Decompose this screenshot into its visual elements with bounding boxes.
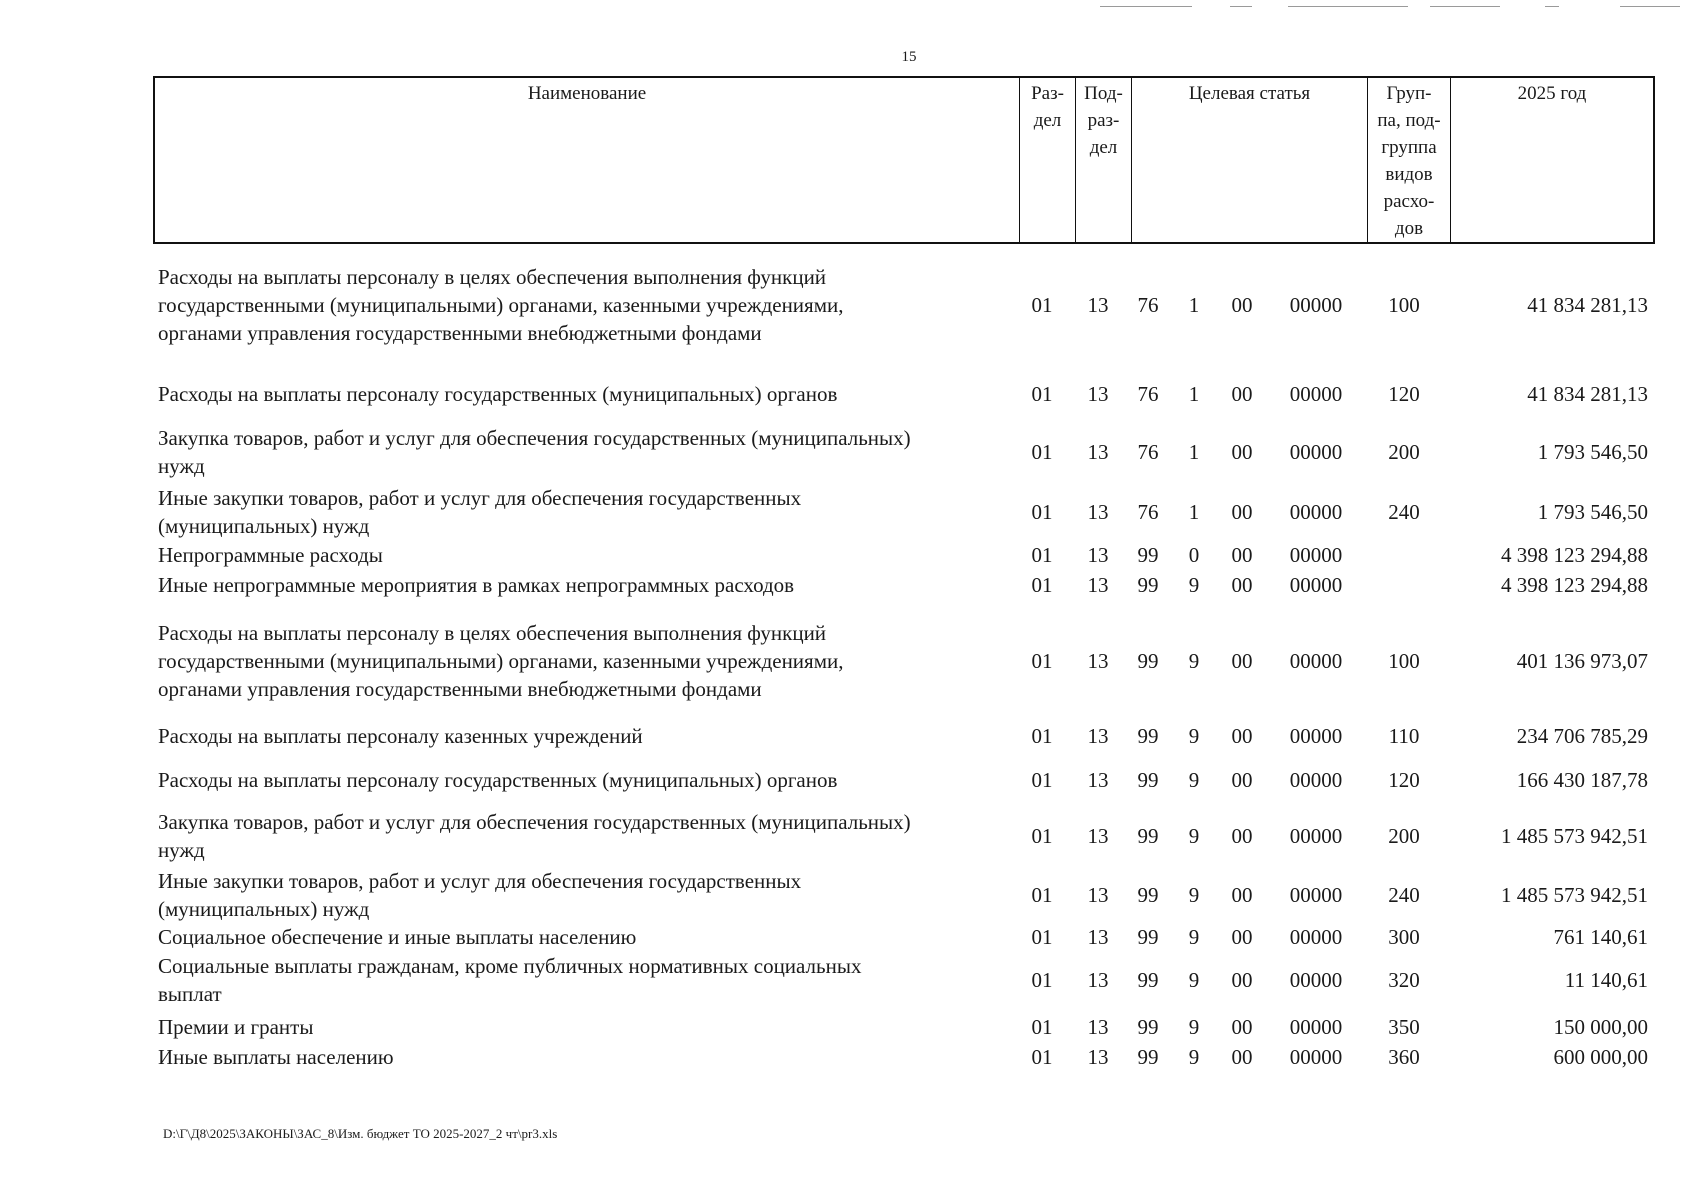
row-name-line: выплат <box>158 982 222 1006</box>
table-row <box>0 540 1694 570</box>
row-t3: 00 <box>1231 648 1253 673</box>
row-t2: 9 <box>1188 1014 1200 1039</box>
row-vid: 100 <box>1388 292 1420 317</box>
header-celevaya-text: Целевая статья <box>1188 83 1311 104</box>
row-name-line: Иные закупки товаров, работ и услуг для обеспечения государственных <box>158 486 802 510</box>
row-podrazdel: 13 <box>1087 767 1109 792</box>
header-vid-line: группа <box>1381 137 1437 158</box>
row-t3: 00 <box>1231 882 1253 907</box>
row-t2: 0 <box>1188 542 1200 567</box>
row-razdel: 01 <box>1031 292 1053 317</box>
row-vid: 100 <box>1388 648 1420 673</box>
row-t1: 99 <box>1137 767 1159 792</box>
row-razdel: 01 <box>1031 967 1053 992</box>
row-name <box>158 922 1018 952</box>
row-t2: 1 <box>1188 292 1200 317</box>
row-t3: 00 <box>1231 292 1253 317</box>
row-t3: 00 <box>1231 823 1253 848</box>
row-sum: 1 485 573 942,51 <box>1501 882 1648 907</box>
row-sum: 1 793 546,50 <box>1537 499 1648 524</box>
row-name <box>158 762 1018 798</box>
row-t2: 9 <box>1188 723 1200 748</box>
row-name-line: Закупка товаров, работ и услуг для обеспечения государственных (муниципальных) <box>158 426 911 450</box>
row-name-line: нужд <box>158 838 205 862</box>
row-name-line: Социальное обеспечение и иные выплаты населению <box>158 925 637 949</box>
header-vid-line: па, под- <box>1377 110 1441 131</box>
row-sum: 150 000,00 <box>1553 1014 1648 1039</box>
table-row <box>0 424 1694 480</box>
row-t2: 9 <box>1188 767 1200 792</box>
row-podrazdel: 13 <box>1087 292 1109 317</box>
row-vid <box>1378 540 1430 570</box>
page-number: 15 <box>901 49 917 65</box>
row-t3: 00 <box>1231 924 1253 949</box>
row-vid: 240 <box>1388 499 1420 524</box>
table-row <box>0 484 1694 540</box>
row-sum: 41 834 281,13 <box>1527 292 1648 317</box>
row-podrazdel: 13 <box>1087 572 1109 597</box>
header-vid-line: расхо- <box>1383 191 1435 212</box>
row-t4: 00000 <box>1289 542 1343 567</box>
scan-artifact <box>1288 6 1408 7</box>
row-t2: 1 <box>1188 499 1200 524</box>
row-name-line: нужд <box>158 454 205 478</box>
row-name-line: Расходы на выплаты персоналу государственных (муниципальных) органов <box>158 382 838 406</box>
row-podrazdel: 13 <box>1087 542 1109 567</box>
row-sum: 166 430 187,78 <box>1516 767 1648 792</box>
row-sum: 41 834 281,13 <box>1527 381 1648 406</box>
header-celevaya <box>1132 78 1368 242</box>
table-row <box>0 762 1694 798</box>
row-name-line: (муниципальных) нужд <box>158 514 370 538</box>
row-t3: 00 <box>1231 1044 1253 1069</box>
row-sum: 1 793 546,50 <box>1537 439 1648 464</box>
row-name-line: Иные непрограммные мероприятия в рамках непрограммных расходов <box>158 573 795 597</box>
row-t2: 9 <box>1188 967 1200 992</box>
row-name <box>158 1042 1018 1072</box>
row-t4: 00000 <box>1289 967 1343 992</box>
row-t4: 00000 <box>1289 439 1343 464</box>
row-t1: 99 <box>1137 967 1159 992</box>
table-row <box>0 570 1694 600</box>
row-t4: 00000 <box>1289 723 1343 748</box>
row-podrazdel: 13 <box>1087 499 1109 524</box>
row-t3: 00 <box>1231 381 1253 406</box>
row-name <box>158 867 1018 923</box>
scan-artifact <box>1545 6 1559 7</box>
table-row <box>0 952 1694 1008</box>
row-t2: 9 <box>1188 823 1200 848</box>
row-name-line: Иные выплаты населению <box>158 1045 394 1069</box>
row-name <box>158 952 1018 1008</box>
row-t2: 9 <box>1188 882 1200 907</box>
row-name-line: Расходы на выплаты персоналу государственных (муниципальных) органов <box>158 768 838 792</box>
row-sum: 234 706 785,29 <box>1516 723 1648 748</box>
row-t3: 00 <box>1231 1014 1253 1039</box>
row-vid: 240 <box>1388 882 1420 907</box>
row-razdel: 01 <box>1031 1014 1053 1039</box>
row-razdel: 01 <box>1031 648 1053 673</box>
row-podrazdel: 13 <box>1087 381 1109 406</box>
row-vid <box>1378 570 1430 600</box>
row-name-line: государственными (муниципальными) органами, казенными учреждениями, <box>158 649 844 673</box>
row-t1: 99 <box>1137 542 1159 567</box>
row-t3: 00 <box>1231 542 1253 567</box>
header-year <box>1451 78 1653 242</box>
header-podrazdel-line: Под- <box>1084 83 1123 104</box>
row-name <box>158 484 1018 540</box>
row-podrazdel: 13 <box>1087 648 1109 673</box>
row-t4: 00000 <box>1289 767 1343 792</box>
row-podrazdel: 13 <box>1087 967 1109 992</box>
row-t3: 00 <box>1231 439 1253 464</box>
row-name <box>158 718 1018 754</box>
header-razdel-line: Раз- <box>1031 83 1064 104</box>
scan-artifact <box>1100 6 1192 7</box>
row-t3: 00 <box>1231 967 1253 992</box>
table-row <box>0 1012 1694 1042</box>
row-sum: 11 140,61 <box>1564 967 1648 992</box>
row-t1: 76 <box>1137 439 1159 464</box>
row-t4: 00000 <box>1289 572 1343 597</box>
row-podrazdel: 13 <box>1087 924 1109 949</box>
row-t2: 9 <box>1188 1044 1200 1069</box>
row-vid: 200 <box>1388 439 1420 464</box>
table-header <box>153 76 1655 244</box>
table-row <box>0 867 1694 923</box>
header-name <box>155 78 1020 242</box>
row-t1: 99 <box>1137 723 1159 748</box>
row-t4: 00000 <box>1289 1014 1343 1039</box>
row-t1: 76 <box>1137 499 1159 524</box>
row-name-line: Расходы на выплаты персоналу в целях обеспечения выполнения функций <box>158 621 827 645</box>
row-t1: 76 <box>1137 381 1159 406</box>
row-name <box>158 540 1018 570</box>
row-name <box>158 570 1018 600</box>
row-vid: 300 <box>1388 924 1420 949</box>
row-razdel: 01 <box>1031 723 1053 748</box>
row-razdel: 01 <box>1031 381 1053 406</box>
scan-artifact <box>1230 6 1252 7</box>
row-t2: 9 <box>1188 924 1200 949</box>
scan-artifact <box>1620 6 1680 7</box>
row-name-line: Иные закупки товаров, работ и услуг для обеспечения государственных <box>158 869 802 893</box>
row-razdel: 01 <box>1031 542 1053 567</box>
row-vid: 200 <box>1388 823 1420 848</box>
row-t1: 76 <box>1137 292 1159 317</box>
row-sum: 4 398 123 294,88 <box>1501 572 1648 597</box>
row-t4: 00000 <box>1289 882 1343 907</box>
row-podrazdel: 13 <box>1087 723 1109 748</box>
row-name <box>158 424 1018 480</box>
row-razdel: 01 <box>1031 924 1053 949</box>
header-year-text: 2025 год <box>1517 83 1587 104</box>
row-name <box>158 262 1018 348</box>
row-sum: 401 136 973,07 <box>1516 648 1648 673</box>
row-name-line: органами управления государственными внебюджетными фондами <box>158 677 762 701</box>
row-t1: 99 <box>1137 882 1159 907</box>
row-t4: 00000 <box>1289 381 1343 406</box>
row-t3: 00 <box>1231 723 1253 748</box>
table-row <box>0 922 1694 952</box>
row-name-line: государственными (муниципальными) органами, казенными учреждениями, <box>158 293 844 317</box>
row-podrazdel: 13 <box>1087 882 1109 907</box>
table-row <box>0 808 1694 864</box>
row-t4: 00000 <box>1289 648 1343 673</box>
row-t1: 99 <box>1137 1014 1159 1039</box>
header-podrazdel-line: раз- <box>1087 110 1120 131</box>
row-name-line: Непрограммные расходы <box>158 543 383 567</box>
table-row <box>0 262 1694 348</box>
row-sum: 600 000,00 <box>1553 1044 1648 1069</box>
row-t3: 00 <box>1231 572 1253 597</box>
row-razdel: 01 <box>1031 499 1053 524</box>
row-t2: 1 <box>1188 381 1200 406</box>
table-row <box>0 376 1694 412</box>
row-t1: 99 <box>1137 1044 1159 1069</box>
row-name-line: Расходы на выплаты персоналу в целях обеспечения выполнения функций <box>158 265 827 289</box>
row-t4: 00000 <box>1289 292 1343 317</box>
row-name-line: (муниципальных) нужд <box>158 897 370 921</box>
row-name-line: Социальные выплаты гражданам, кроме публичных нормативных социальных <box>158 954 862 978</box>
row-t1: 99 <box>1137 924 1159 949</box>
table-row <box>0 1042 1694 1072</box>
row-t3: 00 <box>1231 499 1253 524</box>
row-vid: 110 <box>1388 723 1420 748</box>
row-t3: 00 <box>1231 767 1253 792</box>
row-t4: 00000 <box>1289 823 1343 848</box>
row-razdel: 01 <box>1031 439 1053 464</box>
row-t1: 99 <box>1137 823 1159 848</box>
row-t4: 00000 <box>1289 924 1343 949</box>
row-vid: 120 <box>1388 767 1420 792</box>
row-podrazdel: 13 <box>1087 439 1109 464</box>
row-razdel: 01 <box>1031 882 1053 907</box>
row-podrazdel: 13 <box>1087 823 1109 848</box>
row-vid: 350 <box>1388 1014 1420 1039</box>
table-row <box>0 617 1694 705</box>
row-sum: 4 398 123 294,88 <box>1501 542 1648 567</box>
row-t2: 9 <box>1188 572 1200 597</box>
row-name-line: органами управления государственными внебюджетными фондами <box>158 321 762 345</box>
row-sum: 1 485 573 942,51 <box>1501 823 1648 848</box>
row-podrazdel: 13 <box>1087 1044 1109 1069</box>
header-podrazdel <box>1076 78 1132 242</box>
row-razdel: 01 <box>1031 572 1053 597</box>
row-razdel: 01 <box>1031 767 1053 792</box>
scan-artifact <box>1430 6 1500 7</box>
row-name-line: Расходы на выплаты персоналу казенных учреждений <box>158 724 643 748</box>
row-name <box>158 376 1018 412</box>
row-t2: 9 <box>1188 648 1200 673</box>
row-t2: 1 <box>1188 439 1200 464</box>
header-vid-line: дов <box>1394 218 1424 239</box>
row-name <box>158 808 1018 864</box>
row-t1: 99 <box>1137 572 1159 597</box>
row-name <box>158 617 1018 705</box>
row-vid: 120 <box>1388 381 1420 406</box>
row-name <box>158 1012 1018 1042</box>
header-vid-line: Груп- <box>1386 83 1432 104</box>
row-razdel: 01 <box>1031 1044 1053 1069</box>
row-vid: 360 <box>1388 1044 1420 1069</box>
header-vid <box>1368 78 1451 242</box>
footer-file-path: D:\Г\Д8\2025\ЗАКОНЫ\ЗАС_8\Изм. бюджет ТО 2025-2027_2 чт\pr3.xls <box>163 1126 558 1141</box>
header-name-text: Наименование <box>527 83 647 104</box>
row-t4: 00000 <box>1289 499 1343 524</box>
row-t4: 00000 <box>1289 1044 1343 1069</box>
table-row <box>0 718 1694 754</box>
row-name-line: Премии и гранты <box>158 1015 314 1039</box>
row-vid: 320 <box>1388 967 1420 992</box>
row-t1: 99 <box>1137 648 1159 673</box>
header-podrazdel-line: дел <box>1089 137 1118 158</box>
row-name-line: Закупка товаров, работ и услуг для обеспечения государственных (муниципальных) <box>158 810 911 834</box>
row-razdel: 01 <box>1031 823 1053 848</box>
row-sum: 761 140,61 <box>1553 924 1648 949</box>
header-razdel <box>1020 78 1076 242</box>
header-razdel-line: дел <box>1033 110 1062 131</box>
row-podrazdel: 13 <box>1087 1014 1109 1039</box>
header-vid-line: видов <box>1385 164 1433 185</box>
